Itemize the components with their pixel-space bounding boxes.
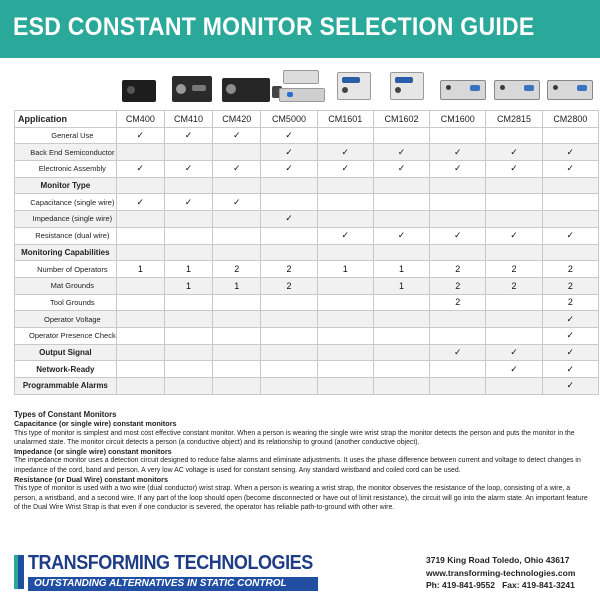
table-cell: [373, 194, 429, 211]
table-cell: [116, 211, 164, 228]
table-cell: [164, 361, 212, 378]
check-mark-cell: ✓: [430, 227, 486, 244]
table-cell: [317, 194, 373, 211]
table-row: [15, 277, 599, 294]
table-cell: 2: [486, 277, 542, 294]
table-cell: [373, 378, 429, 395]
capacitance-text: This type of monitor is simplest and most cost effective constant monitor. When a person is wearing the single wire wrist strap the monitor detects the person and puts the monitor in the unalarmed state. The monitor circuit detects a person (a conductive object) and its relationship to ground (another conductive object).: [14, 429, 575, 446]
check-mark-cell: ✓: [261, 127, 317, 144]
table-cell: [317, 294, 373, 311]
table-row: [15, 144, 599, 161]
table-cell: [261, 311, 317, 328]
check-mark-cell: ✓: [542, 327, 598, 344]
table-cell: [373, 361, 429, 378]
check-mark-cell: ✓: [164, 127, 212, 144]
check-mark-cell: ✓: [213, 127, 261, 144]
check-mark-cell: ✓: [213, 161, 261, 178]
table-cell: [317, 327, 373, 344]
check-mark-cell: ✓: [542, 344, 598, 361]
table-cell: [213, 311, 261, 328]
check-mark-cell: ✓: [116, 194, 164, 211]
table-cell: [317, 277, 373, 294]
table-cell: [164, 244, 212, 261]
check-mark-cell: ✓: [317, 161, 373, 178]
check-mark-cell: ✓: [373, 144, 429, 161]
table-cell: [542, 127, 598, 144]
check-mark-cell: ✓: [542, 378, 598, 395]
row-label: Back End Semiconductor: [15, 144, 117, 161]
table-cell: 2: [542, 277, 598, 294]
table-cell: [116, 227, 164, 244]
section-label: Output Signal: [15, 344, 117, 361]
product-images: [0, 62, 600, 108]
check-mark-cell: ✓: [542, 161, 598, 178]
check-mark-cell: ✓: [261, 144, 317, 161]
table-cell: [116, 294, 164, 311]
table-cell: [213, 294, 261, 311]
table-cell: [486, 194, 542, 211]
table-cell: [430, 194, 486, 211]
check-mark-cell: ✓: [430, 144, 486, 161]
row-label: Number of Operators: [15, 261, 117, 278]
table-cell: [317, 378, 373, 395]
row-label: General Use: [15, 127, 117, 144]
table-cell: [164, 294, 212, 311]
check-mark-cell: ✓: [486, 344, 542, 361]
table-cell: [261, 327, 317, 344]
table-cell: [261, 361, 317, 378]
model-header: CM2800: [542, 111, 598, 128]
table-cell: [430, 177, 486, 194]
table-cell: 1: [213, 277, 261, 294]
table-cell: [116, 327, 164, 344]
table-cell: [213, 144, 261, 161]
table-cell: [542, 177, 598, 194]
phone-fax: [426, 579, 575, 592]
check-mark-cell: ✓: [164, 194, 212, 211]
table-cell: 1: [373, 277, 429, 294]
table-cell: 2: [213, 261, 261, 278]
check-mark-cell: ✓: [542, 311, 598, 328]
check-mark-cell: ✓: [261, 211, 317, 228]
table-cell: [261, 227, 317, 244]
model-header: CM420: [213, 111, 261, 128]
table-cell: 1: [164, 277, 212, 294]
table-cell: [430, 378, 486, 395]
table-cell: [317, 177, 373, 194]
table-cell: [261, 244, 317, 261]
address: 3719 King Road Toledo, Ohio 43617: [426, 555, 570, 565]
check-mark-cell: ✓: [542, 227, 598, 244]
model-header: CM2815: [486, 111, 542, 128]
table-cell: 2: [261, 261, 317, 278]
table-cell: [542, 211, 598, 228]
table-cell: [261, 378, 317, 395]
company-logo: [14, 551, 334, 593]
row-label: Tool Grounds: [15, 294, 117, 311]
table-cell: [213, 378, 261, 395]
page-title: ESD CONSTANT MONITOR SELECTION GUIDE: [13, 13, 535, 41]
row-label: Operator Voltage: [15, 311, 117, 328]
impedance-text: The impedance monitor uses a detection circuit designed to reduce false alarms and eliminate adjustments. It uses the phase difference between current and voltage to detect changes in impedance of the cord, band and person. A very low AC voltage is used for constant sensing. Any standard wristband and coiled cord can be used.: [14, 457, 581, 474]
table-cell: [116, 277, 164, 294]
table-cell: [430, 311, 486, 328]
table-cell: [430, 327, 486, 344]
table-cell: [116, 311, 164, 328]
table-cell: [116, 378, 164, 395]
table-header-row: [15, 111, 599, 128]
table-cell: [486, 127, 542, 144]
table-row: [15, 311, 599, 328]
table-cell: [373, 211, 429, 228]
model-header: CM1601: [317, 111, 373, 128]
row-label: Electronic Assembly: [15, 161, 117, 178]
table-row: [15, 261, 599, 278]
table-cell: 2: [542, 261, 598, 278]
table-row: [15, 194, 599, 211]
table-row: [15, 127, 599, 144]
impedance-title: Impedance (or single wire) constant monitors: [14, 447, 172, 457]
table-cell: [116, 244, 164, 261]
model-header: CM410: [164, 111, 212, 128]
check-mark-cell: ✓: [317, 227, 373, 244]
check-mark-cell: ✓: [430, 344, 486, 361]
check-mark-cell: ✓: [116, 161, 164, 178]
table-cell: [430, 361, 486, 378]
application-header: Application: [15, 111, 117, 128]
model-header: CM1600: [430, 111, 486, 128]
check-mark-cell: ✓: [261, 161, 317, 178]
table-cell: [261, 344, 317, 361]
check-mark-cell: ✓: [164, 161, 212, 178]
table-row: [15, 177, 599, 194]
table-cell: [486, 378, 542, 395]
monitor-type-descriptions: [14, 410, 592, 512]
table-cell: [213, 361, 261, 378]
table-cell: [373, 244, 429, 261]
table-row: [15, 161, 599, 178]
table-cell: [317, 127, 373, 144]
table-cell: [373, 311, 429, 328]
capacitance-title: Capacitance (or single wire) constant monitors: [14, 419, 177, 429]
table-cell: [213, 211, 261, 228]
table-cell: [164, 344, 212, 361]
table-cell: [213, 327, 261, 344]
table-cell: 1: [317, 261, 373, 278]
table-cell: [164, 177, 212, 194]
model-header: CM400: [116, 111, 164, 128]
table-row: [15, 294, 599, 311]
check-mark-cell: ✓: [373, 227, 429, 244]
table-cell: 2: [430, 261, 486, 278]
table-cell: [116, 144, 164, 161]
website-link[interactable]: www.transforming-technologies.com: [426, 567, 576, 578]
header-banner: [0, 0, 600, 58]
section-label: Monitor Type: [15, 177, 117, 194]
table-cell: [317, 244, 373, 261]
table-row: [15, 244, 599, 261]
table-cell: [486, 311, 542, 328]
company-tagline: OUTSTANDING ALTERNATIVES IN STATIC CONTROL: [34, 578, 287, 589]
row-label: Operator Presence Check: [15, 327, 117, 344]
table-cell: [213, 244, 261, 261]
section-label: Monitoring Capabilities: [15, 244, 117, 261]
table-row: [15, 378, 599, 395]
table-cell: [213, 177, 261, 194]
table-cell: [261, 294, 317, 311]
table-cell: [116, 177, 164, 194]
descriptions-heading: Types of Constant Monitors: [14, 410, 117, 419]
resistance-text: This type of monitor is used with a two wire (dual conductor) wrist strap. When a person is wearing a wrist strap, the monitor observes the resistance of the loop, consisting of a wire, a person, a wristband, and a second wire. If any part of the loop should open (become disconnected or have out of limit resistance), the circuit will go into the alarm state. An important feature of the Dual Wire Wrist Strap is that even if one conductor is severed, the operator has reliable path-to-ground with other wire.: [14, 485, 588, 511]
table-cell: [373, 294, 429, 311]
table-row: [15, 344, 599, 361]
table-cell: [542, 194, 598, 211]
table-cell: 1: [116, 261, 164, 278]
contact-info: [426, 554, 575, 592]
table-row: [15, 327, 599, 344]
table-cell: [486, 327, 542, 344]
company-name: TRANSFORMING TECHNOLOGIES: [28, 552, 313, 574]
resistance-title: Resistance (or Dual Wire) constant monitors: [14, 475, 169, 485]
table-cell: [542, 244, 598, 261]
table-row: [15, 211, 599, 228]
table-cell: [317, 311, 373, 328]
check-mark-cell: ✓: [373, 161, 429, 178]
table-cell: [116, 344, 164, 361]
row-label: Mat Grounds: [15, 277, 117, 294]
fax-number: Fax: 419-841-3241: [502, 580, 575, 590]
table-cell: 2: [261, 277, 317, 294]
table-cell: [430, 244, 486, 261]
table-cell: [373, 127, 429, 144]
logo-mark-accent: [14, 555, 18, 589]
table-cell: [116, 361, 164, 378]
table-cell: [373, 344, 429, 361]
table-cell: [373, 327, 429, 344]
table-cell: [430, 127, 486, 144]
table-cell: [317, 344, 373, 361]
row-label: Resistance (dual wire): [15, 227, 117, 244]
row-label: Impedance (single wire): [15, 211, 117, 228]
phone-number: Ph: 419-841-9552: [426, 580, 495, 590]
check-mark-cell: ✓: [542, 361, 598, 378]
check-mark-cell: ✓: [486, 161, 542, 178]
section-label: Network-Ready: [15, 361, 117, 378]
table-cell: 2: [430, 294, 486, 311]
table-cell: 2: [542, 294, 598, 311]
row-label: Capacitance (single wire): [15, 194, 117, 211]
table-cell: [164, 144, 212, 161]
section-label: Programmable Alarms: [15, 378, 117, 395]
check-mark-cell: ✓: [486, 144, 542, 161]
table-row: [15, 361, 599, 378]
table-cell: [213, 227, 261, 244]
table-cell: 1: [164, 261, 212, 278]
table-row: [15, 227, 599, 244]
table-cell: [486, 294, 542, 311]
table-cell: [430, 211, 486, 228]
table-cell: [373, 177, 429, 194]
tagline-bar: [28, 577, 318, 591]
table-cell: 2: [430, 277, 486, 294]
check-mark-cell: ✓: [430, 161, 486, 178]
model-header: CM5000: [261, 111, 317, 128]
table-cell: [164, 311, 212, 328]
check-mark-cell: ✓: [542, 144, 598, 161]
check-mark-cell: ✓: [317, 144, 373, 161]
table-cell: [317, 211, 373, 228]
table-cell: [164, 227, 212, 244]
table-cell: [486, 211, 542, 228]
table-cell: [261, 194, 317, 211]
table-cell: [164, 327, 212, 344]
table-cell: [317, 361, 373, 378]
check-mark-cell: ✓: [486, 361, 542, 378]
table-cell: [261, 177, 317, 194]
table-cell: [164, 211, 212, 228]
model-header: CM1602: [373, 111, 429, 128]
selection-table: [14, 110, 599, 395]
check-mark-cell: ✓: [116, 127, 164, 144]
table-cell: [164, 378, 212, 395]
check-mark-cell: ✓: [486, 227, 542, 244]
check-mark-cell: ✓: [213, 194, 261, 211]
table-cell: [486, 177, 542, 194]
table-body: [15, 127, 599, 394]
table-cell: 1: [373, 261, 429, 278]
table-cell: 2: [486, 261, 542, 278]
table-cell: [486, 244, 542, 261]
table-cell: [213, 344, 261, 361]
